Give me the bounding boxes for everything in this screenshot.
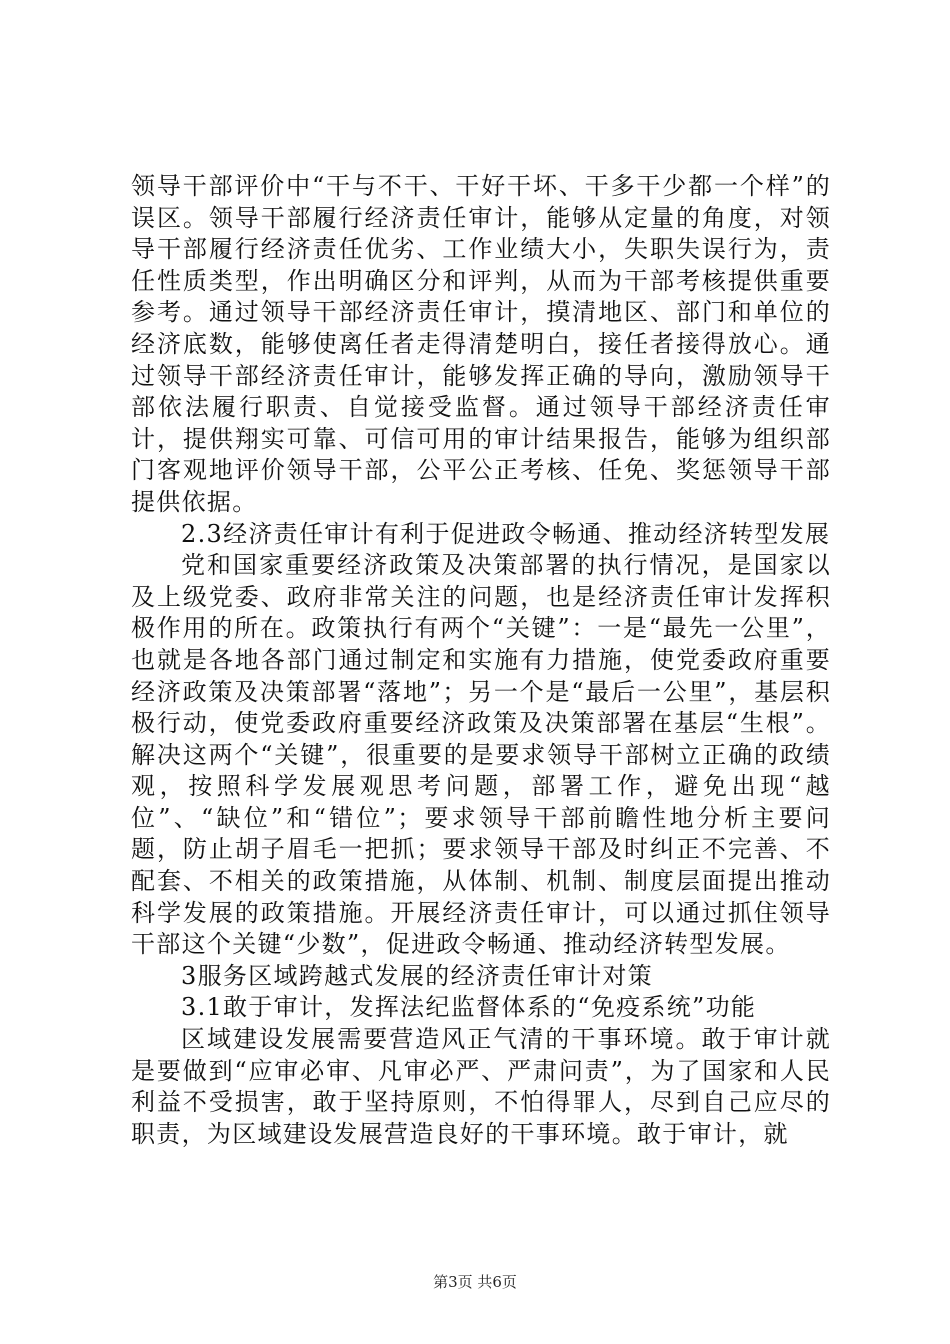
- section-heading-2-3: 2.3经济责任审计有利于促进政令畅通、推动经济转型发展: [181, 519, 831, 548]
- body-paragraph: 区域建设发展需要营造风正气清的干事环境。敢于审计就是要做到“应审必审、凡审必严、严肃问责”，为了国家和人民利益不受损害，敢于坚持原则，不怕得罪人，尽到自己应尽的职责，为区域建设发展营造良好的干事环境。敢于审计，就: [131, 1025, 831, 1148]
- document-body: [131, 171, 831, 1150]
- body-paragraph: 党和国家重要经济政策及决策部署的执行情况，是国家以及上级党委、政府非常关注的问题，也是经济责任审计发挥积极作用的所在。政策执行有两个“关键”：一是“最先一公里”，也就是各地各部门通过制定和实施有力措施，使党委政府重要经济政策及决策部署“落地”；另一个是“最后一公里”，基层积极行动，使党委政府重要经济政策及决策部署在基层“生根”。解决这两个“关键”，很重要的是要求领导干部树立正确的政绩观，按照科学发展观思考问题，部署工作，避免出现“越位”、“缺位”和“错位”；要求领导干部前瞻性地分析主要问题，防止胡子眉毛一把抓；要求领导干部及时纠正不完善、不配套、不相关的政策措施，从体制、机制、制度层面提出推动科学发展的政策措施。开展经济责任审计，可以通过抓住领导干部这个关键“少数”，促进政令畅通、推动经济转型发展。: [131, 551, 831, 959]
- body-paragraph: 领导干部评价中“干与不干、干好干坏、干多干少都一个样”的误区。领导干部履行经济责任审计，能够从定量的角度，对领导干部履行经济责任优劣、工作业绩大小，失职失误行为，责任性质类型，作出明确区分和评判，从而为干部考核提供重要参考。通过领导干部经济责任审计，摸清地区、部门和单位的经济底数，能够使离任者走得清楚明白，接任者接得放心。通过领导干部经济责任审计，能够发挥正确的导向，激励领导干部依法履行职责、自觉接受监督。通过领导干部经济责任审计，提供翔实可靠、可信可用的审计结果报告，能够为组织部门客观地评价领导干部，公平公正考核、任免、奖惩领导干部提供依据。: [131, 172, 831, 516]
- section-heading-3-1: 3.1敢于审计，发挥法纪监督体系的“免疫系统”功能: [181, 993, 757, 1022]
- section-heading-3: 3服务区域跨越式发展的经济责任审计对策: [181, 961, 653, 990]
- page-footer: 第3页 共6页: [433, 1273, 517, 1291]
